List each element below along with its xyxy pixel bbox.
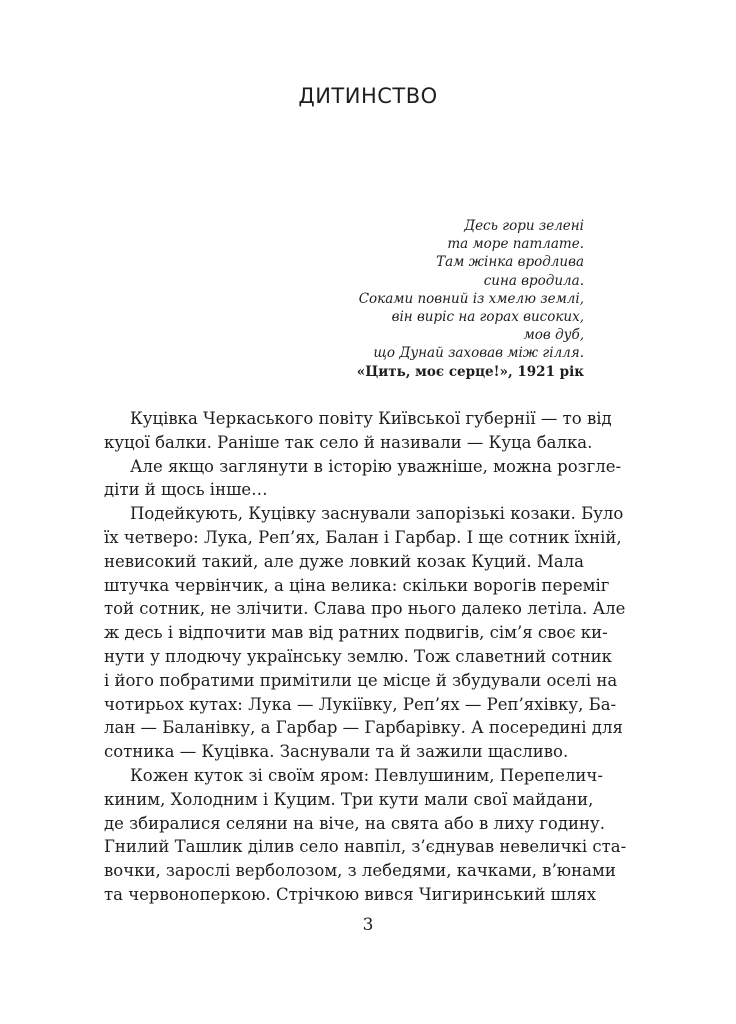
body-line: невисокий такий, але дуже ловкий козак Куций. Мала (104, 551, 584, 571)
body-line: Гнилий Ташлик ділив село навпіл, з’єднував невеличкі ста- (104, 837, 627, 857)
epigraph-line: сина вродила. (483, 272, 584, 289)
body-line: їх четверо: Лука, Реп’ях, Балан і Гарбар. І ще сотник їхній, (104, 527, 622, 547)
body-line: Але якщо заглянути в історію уважніше, можна розгле- (130, 456, 622, 476)
body-line: той сотник, не злічити. Слава про нього далеко летіла. Але (104, 599, 626, 619)
body-line: та червоноперкою. Стрічкою вився Чигиринський шлях (104, 884, 597, 904)
body-line: нути у плодючу українську землю. Тож славетний сотник (104, 646, 612, 666)
body-line: Куцівка Черкаського повіту Київської губернії — то від (130, 409, 612, 428)
body-line: діти й щось інше… (104, 480, 268, 500)
epigraph-line: що Дунай заховав між гілля. (373, 345, 584, 362)
epigraph (224, 217, 584, 363)
body-text (104, 407, 627, 907)
body-line: ж десь і відпочити мав від ратних подвигів, сім’я своє ки- (104, 623, 608, 643)
body-line: штучка червінчик, а ціна велика: скільки ворогів переміг (104, 575, 610, 595)
body-line: сотника — Куцівка. Заснували та й зажили щасливо. (104, 742, 569, 762)
epigraph-line: Там жінка вродлива (436, 254, 584, 271)
body-line: Подейкують, Куцівку заснували запорізькі козаки. Було (130, 504, 624, 524)
body-line: де збиралися селяни на віче, на свята або в лиху годину. (104, 813, 605, 833)
epigraph-source: «Цить, моє серце!», 1921 рік (356, 364, 584, 380)
chapter-title: ДИТИНСТВО (298, 84, 438, 108)
epigraph-line: Десь гори зелені (464, 218, 584, 234)
body-line: лан — Баланівку, а Гарбар — Гарбарівку. А посередині для (104, 718, 623, 738)
epigraph-line: мов дуб, (523, 327, 584, 344)
epigraph-line: він виріс на горах високих, (391, 309, 584, 326)
epigraph-line: Соками повний із хмелю землі, (358, 290, 584, 307)
body-line: куцої балки. Раніше так село й називали — Куца балка. (104, 432, 593, 452)
body-line: Кожен куток зі своїм яром: Певлушиним, Перепелич- (130, 765, 603, 785)
body-line: вочки, зарослі верболозом, з лебедями, качками, в’юнами (104, 861, 616, 881)
body-line: чотирьох кутах: Лука — Лукіївку, Реп’ях — Реп’яхівку, Ба- (104, 694, 617, 714)
body-line: і його побратими примітили це місце й збудували оселі на (104, 670, 618, 690)
epigraph-line: та море патлате. (447, 236, 584, 253)
page-number: 3 (362, 915, 374, 935)
body-line: киним, Холодним і Куцим. Три кути мали свої майдани, (104, 789, 594, 809)
